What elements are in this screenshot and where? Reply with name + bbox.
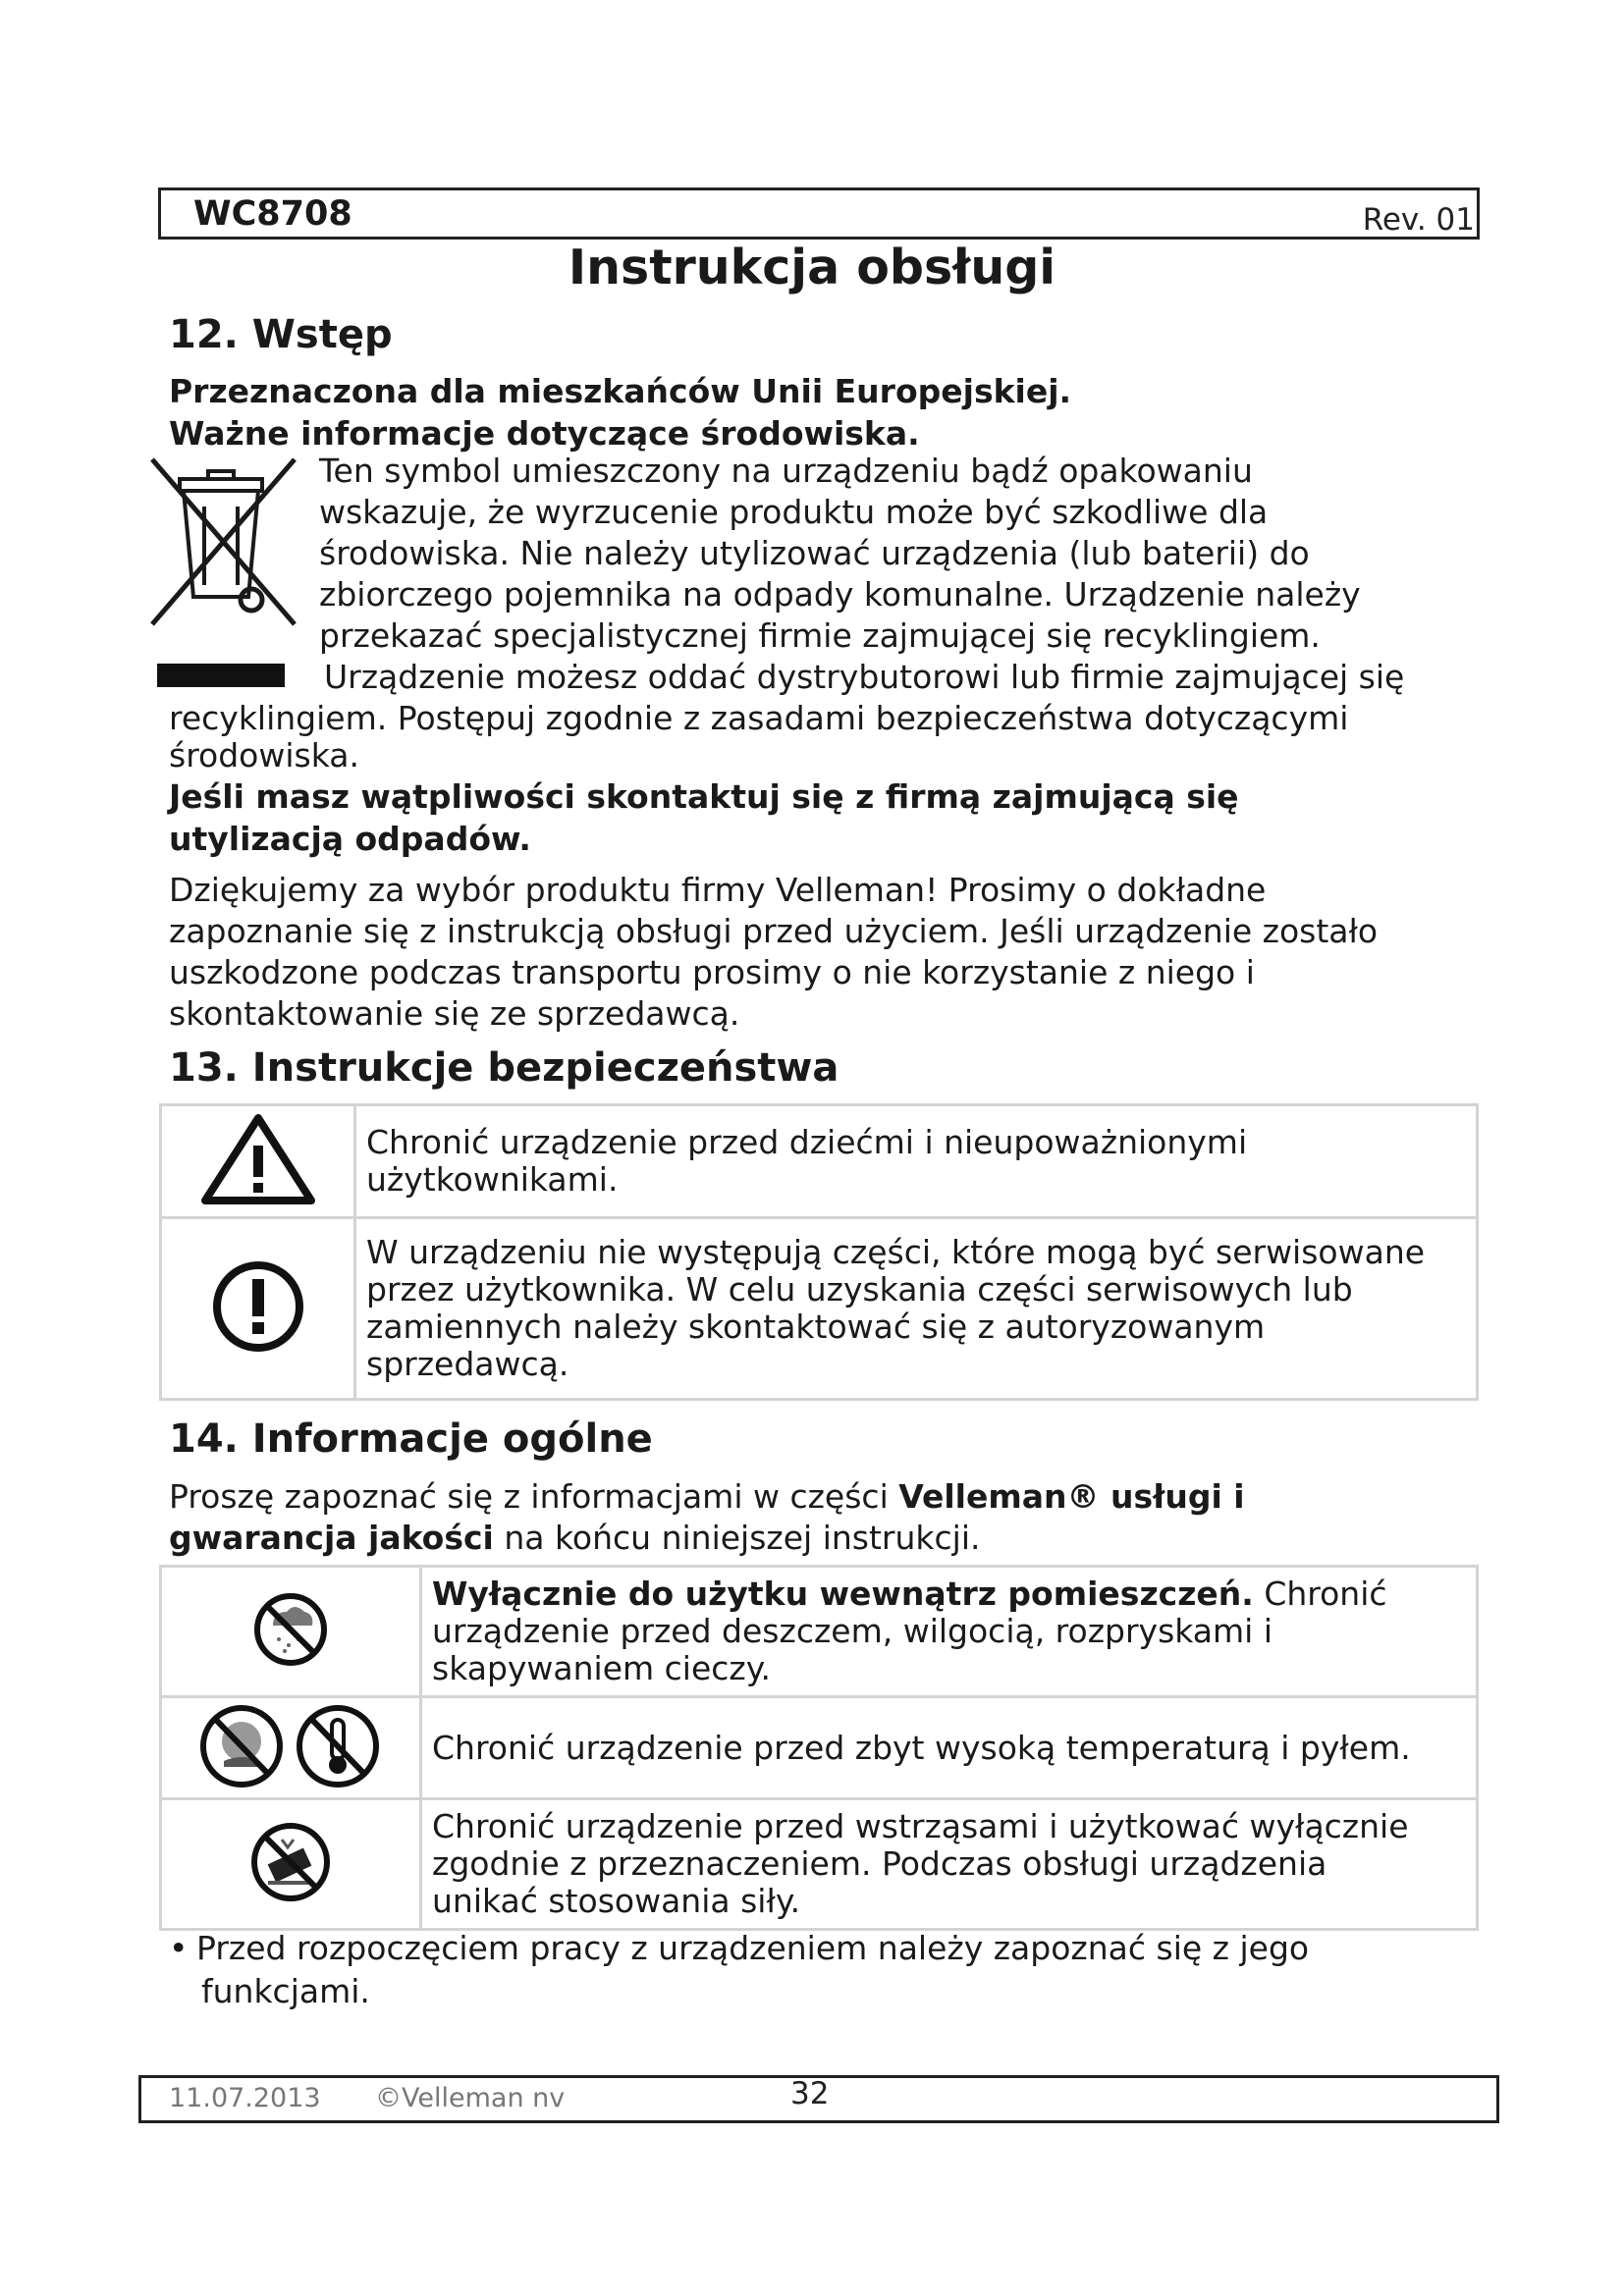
safety-row [161,1105,1478,1218]
thanks-line-2: zapoznanie się z instrukcją obsługi przed użyciem. Jeśli urządzenie zostało [169,912,1379,950]
weee-line-4: zbiorczego pojemnika na odpady komunalne. Urządzenie należy [319,575,1361,614]
general-info-post: na końcu niniejszej instrukcji. [493,1519,981,1557]
revision-label: Rev. 01 [1362,202,1475,238]
safety-table [159,1103,1479,1401]
eu-residents-note: Przeznaczona dla mieszkańców Unii Europejskiej. [169,372,1072,410]
thanks-line-1: Dziękujemy za wybór produktu firmy Velleman! Prosimy o dokładne [169,871,1267,909]
section-12-heading: 12. Wstęp [169,312,393,357]
weee-line-3: środowiska. Nie należy utylizować urządzenia (lub baterii) do [319,534,1310,572]
bullet-marker: • [169,1929,189,1967]
doubt-line-1: Jeśli masz wątpliwości skontaktuj się z firmą zajmującą się [169,777,1239,816]
info-text-2: Chronić urządzenie przed zbyt wysoką temperaturą i pyłem. [432,1728,1411,1767]
weee-line-5: przekazać specjalistycznej firmie zajmującej się recyklingiem. [319,616,1321,655]
weee-line-6: Urządzenie możesz oddać dystrybutorowi lub firmie zajmującej się [324,658,1405,696]
no-heat-dust-icon [194,1702,387,1790]
weee-line-7: recyklingiem. Postępuj zgodnie z zasadami bezpieczeństwa dotyczącymi [169,699,1349,737]
safety-text-2-line-2: przez użytkownika. W celu uzyskania części serwisowych lub [366,1270,1353,1308]
info-text-1-line-3: skapywaniem cieczy. [432,1649,772,1687]
weee-line-1: Ten symbol umieszczony na urządzeniu bądź opakowaniu [319,452,1253,490]
safety-text-2-line-3: zamiennych należy skontaktować się z autoryzowanym [366,1308,1266,1346]
indoor-use-only: Wyłącznie do użytku wewnątrz pomieszczeń. [432,1575,1254,1613]
thanks-line-3: uszkodzone podczas transportu prosimy o nie korzystanie z niego i [169,953,1255,991]
quality-warranty-text: gwarancja jakości [169,1519,494,1557]
section-14-heading: 14. Informacje ogólne [169,1416,653,1462]
section-13-heading: 13. Instrukcje bezpieczeństwa [169,1045,839,1091]
weee-line-2: wskazuje, że wyrzucenie produktu może być szkodliwe dla [319,493,1269,531]
bullet-line-2: funkcjami. [201,1972,370,2010]
thanks-line-4: skontaktowanie się ze sprzedawcą. [169,994,740,1033]
bullet-line-1: Przed rozpoczęciem pracy z urządzeniem należy zapoznać się z jego [196,1929,1310,1967]
safety-text-1-line-1: Chronić urządzenie przed dziećmi i nieupoważnionymi [366,1123,1248,1161]
doubt-line-2: utylizacją odpadów. [169,820,531,858]
info-text-1-line-2: urządzenie przed deszczem, wilgocią, rozpryskami i [432,1612,1273,1650]
info-text-1-rest: Chronić [1253,1575,1387,1613]
page-number: 32 [790,2076,830,2111]
velleman-service-link: Velleman® usługi i [898,1477,1245,1516]
safety-text-2-line-4: sprzedawcą. [366,1345,569,1383]
general-info-line-2 [169,1517,980,1559]
page-title: Instrukcja obsługi [568,240,1056,295]
weee-bin-icon [147,457,304,693]
general-info-line-1 [169,1475,1245,1518]
weee-line-8: środowiska. [169,736,359,774]
header-box [158,187,1480,240]
model-number: WC8708 [193,194,352,234]
info-row [161,1799,1478,1930]
info-text-3-line-3: unikać stosowania siły. [432,1882,801,1920]
no-rain-icon [251,1590,330,1669]
environment-heading: Ważne informacje dotyczące środowiska. [169,414,920,453]
no-shock-icon [248,1820,333,1904]
info-row [161,1697,1478,1799]
info-text-3-line-2: zgodnie z przeznaczeniem. Podczas obsługi urządzenia [432,1844,1327,1883]
exclamation-circle-icon [209,1257,307,1356]
safety-row [161,1218,1478,1400]
warning-triangle-icon [199,1112,317,1206]
info-text-3-line-1: Chronić urządzenie przed wstrząsami i użytkować wyłącznie [432,1807,1409,1845]
safety-text-2-line-1: W urządzeniu nie występują części, które mogą być serwisowane [366,1233,1426,1271]
safety-text-1-line-2: użytkownikami. [366,1160,619,1199]
info-row [161,1567,1478,1697]
general-info-pre: Proszę zapoznać się z informacjami w części [169,1477,899,1516]
footer-copyright: ©Velleman nv [375,2083,566,2113]
footer-date: 11.07.2013 [169,2083,321,2113]
general-info-table [159,1565,1479,1931]
